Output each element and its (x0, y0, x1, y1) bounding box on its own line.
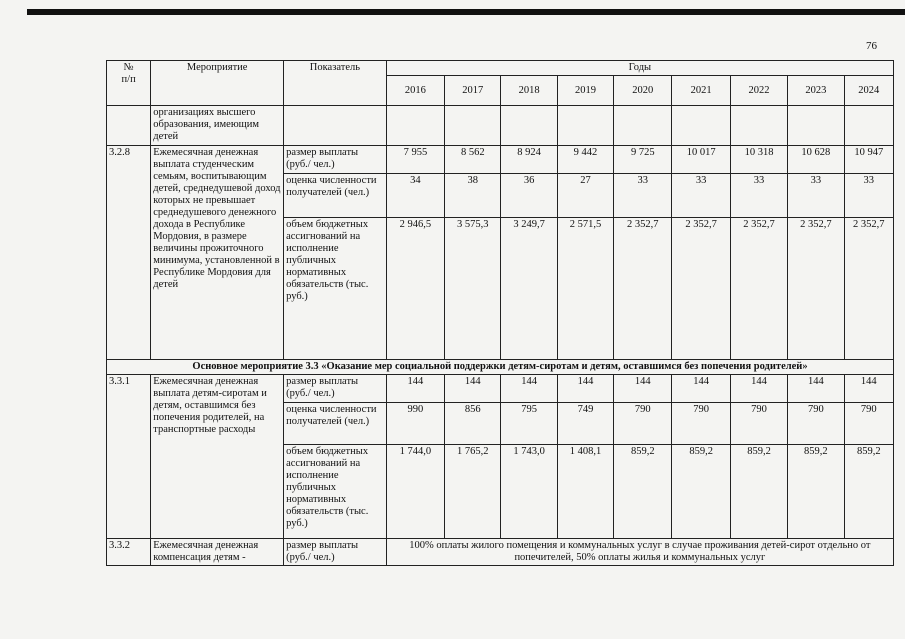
value-cell: 2 571,5 (557, 218, 613, 360)
value-cell: 2 352,7 (614, 218, 672, 360)
value-cell: 990 (386, 403, 444, 445)
event-cell: Ежемесячная денежная выплата студенческим семьям, воспитывающим детей, среднедушевой доход которых не превышает среднедушевого денежного дохода в Республике Мордовия, в размере величины прожиточного минимума, установленной в Республике Мордовия для детей (151, 146, 284, 360)
indicator-cell: объем бюджетных ассигнований на исполнение публичных нормативных обязательств (тыс. руб.) (284, 445, 387, 539)
value-cell: 36 (501, 174, 557, 218)
table-row (107, 375, 894, 403)
event-cell: Ежемесячная денежная компенсация детям - (151, 539, 284, 566)
value-cell: 33 (844, 174, 893, 218)
table-row (107, 146, 894, 174)
value-cell: 144 (557, 375, 613, 403)
row-number: 3.2.8 (107, 146, 151, 360)
value-cell: 33 (672, 174, 730, 218)
row-number: 3.3.2 (107, 539, 151, 566)
header-event: Мероприятие (151, 61, 284, 106)
indicator-cell: оценка численности получателей (чел.) (284, 403, 387, 445)
merged-value-cell: 100% оплаты жилого помещения и коммунальных услуг в случае проживания детей-сирот отдельно от попечителей, 50% оплаты жилья и коммунальных услуг (386, 539, 893, 566)
value-cell: 38 (445, 174, 501, 218)
value-cell: 27 (557, 174, 613, 218)
value-cell: 33 (788, 174, 844, 218)
value-cell: 144 (844, 375, 893, 403)
value-cell: 144 (445, 375, 501, 403)
value-cell: 8 924 (501, 146, 557, 174)
value-cell: 9 725 (614, 146, 672, 174)
value-cell: 1 743,0 (501, 445, 557, 539)
value-cell: 144 (614, 375, 672, 403)
program-table (106, 60, 894, 566)
header-year: 2019 (557, 76, 613, 106)
value-cell: 144 (730, 375, 787, 403)
value-cell: 3 249,7 (501, 218, 557, 360)
value-cell: 2 352,7 (730, 218, 787, 360)
page-number: 76 (866, 40, 877, 52)
header-year: 2021 (672, 76, 730, 106)
value-cell: 144 (672, 375, 730, 403)
header-year: 2018 (501, 76, 557, 106)
section-heading-row (107, 360, 894, 375)
value-cell: 795 (501, 403, 557, 445)
value-cell: 33 (730, 174, 787, 218)
value-cell: 790 (614, 403, 672, 445)
value-cell: 2 352,7 (672, 218, 730, 360)
value-cell: 144 (386, 375, 444, 403)
value-cell: 1 408,1 (557, 445, 613, 539)
header-year: 2022 (730, 76, 787, 106)
value-cell: 144 (501, 375, 557, 403)
event-cell: Ежемесячная денежная выплата детям-сиротам и детям, оставшимся без попечения родителей, на транспортные расходы (151, 375, 284, 539)
header-year: 2023 (788, 76, 844, 106)
indicator-cell: объем бюджетных ассигнований на исполнение публичных нормативных обязательств (тыс. руб.) (284, 218, 387, 360)
value-cell: 749 (557, 403, 613, 445)
value-cell: 2 352,7 (844, 218, 893, 360)
value-cell: 790 (730, 403, 787, 445)
indicator-cell: размер выплаты (руб./ чел.) (284, 146, 387, 174)
value-cell: 10 947 (844, 146, 893, 174)
header-year: 2024 (844, 76, 893, 106)
header-year: 2016 (386, 76, 444, 106)
value-cell: 859,2 (614, 445, 672, 539)
header-num: № п/п (107, 61, 151, 106)
value-cell: 9 442 (557, 146, 613, 174)
value-cell: 10 318 (730, 146, 787, 174)
indicator-cell: размер выплаты (руб./ чел.) (284, 375, 387, 403)
value-cell: 33 (614, 174, 672, 218)
value-cell: 8 562 (445, 146, 501, 174)
value-cell: 7 955 (386, 146, 444, 174)
value-cell: 859,2 (730, 445, 787, 539)
value-cell: 3 575,3 (445, 218, 501, 360)
row-number: 3.3.1 (107, 375, 151, 539)
header-year: 2017 (445, 76, 501, 106)
header-years-label: Годы (386, 61, 893, 76)
value-cell: 144 (788, 375, 844, 403)
value-cell: 790 (844, 403, 893, 445)
indicator-cell: оценка численности получателей (чел.) (284, 174, 387, 218)
value-cell: 10 628 (788, 146, 844, 174)
value-cell: 859,2 (672, 445, 730, 539)
value-cell: 10 017 (672, 146, 730, 174)
value-cell: 859,2 (788, 445, 844, 539)
scan-top-border (27, 9, 905, 15)
value-cell: 790 (672, 403, 730, 445)
value-cell: 2 352,7 (788, 218, 844, 360)
value-cell: 34 (386, 174, 444, 218)
event-cell: организациях высшего образования, имеющим детей (151, 106, 284, 146)
value-cell: 1 765,2 (445, 445, 501, 539)
indicator-cell: размер выплаты (руб./ чел.) (284, 539, 387, 566)
value-cell: 1 744,0 (386, 445, 444, 539)
table-row (107, 106, 894, 146)
value-cell: 790 (788, 403, 844, 445)
value-cell: 2 946,5 (386, 218, 444, 360)
value-cell: 859,2 (844, 445, 893, 539)
header-indicator: Показатель (284, 61, 387, 106)
section-heading: Основное мероприятие 3.3 «Оказание мер социальной поддержки детям-сиротам и детям, оставшимся без попечения родителей» (107, 360, 894, 375)
table-row (107, 539, 894, 566)
value-cell: 856 (445, 403, 501, 445)
header-year: 2020 (614, 76, 672, 106)
